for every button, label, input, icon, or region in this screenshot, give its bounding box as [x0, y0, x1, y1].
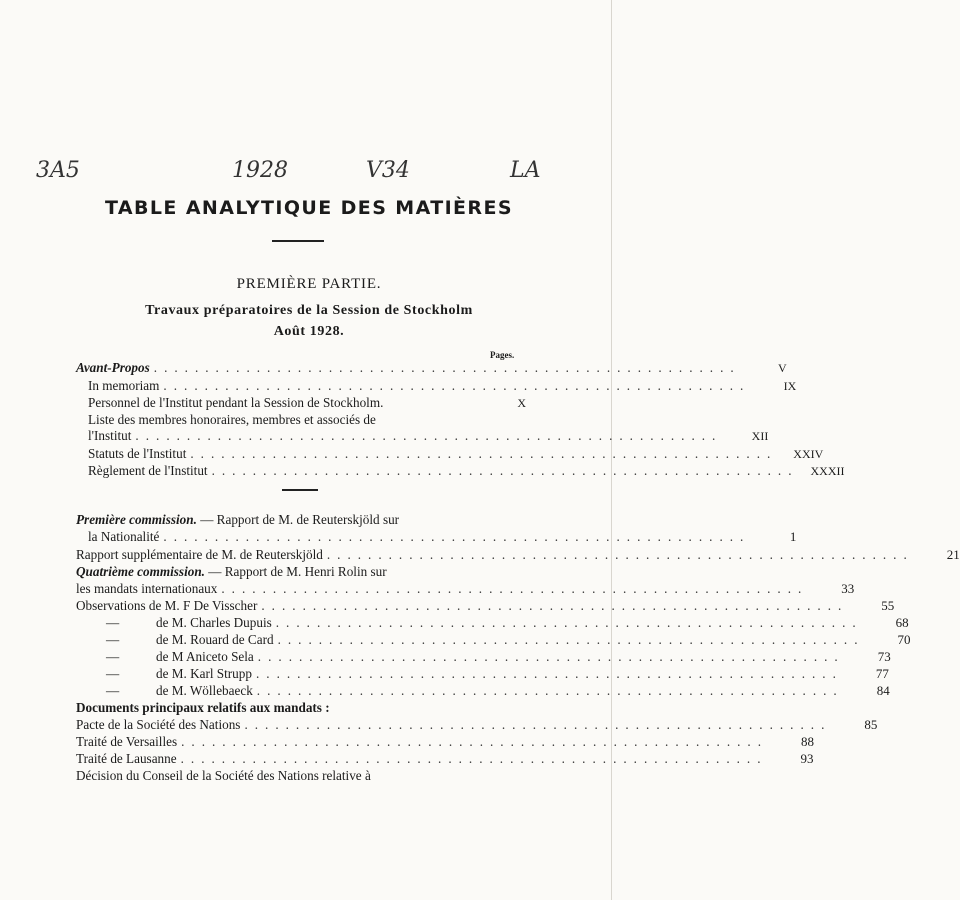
toc-entry[interactable]: Statuts de l'Institut ......................................................... XXIV	[88, 446, 824, 461]
divider	[282, 489, 318, 491]
toc-entry-continuation[interactable]: les mandats internationaux ......................................................... 33	[76, 581, 855, 596]
handwritten-year: 1928	[232, 158, 288, 183]
handwritten-mark: LA	[510, 158, 541, 183]
part-heading: PREMIÈRE PARTIE.	[236, 276, 382, 292]
toc-entry[interactable]: In memoriam ......................................................... IX	[88, 378, 797, 393]
toc-entry[interactable]: — de M Aniceto Sela ......................................................... 73	[106, 649, 891, 664]
divider	[272, 240, 324, 242]
toc-entry[interactable]: — de M. Karl Strupp ......................................................... 77	[106, 666, 889, 681]
page-title: TABLE ANALYTIQUE DES MATIÈRES	[105, 197, 513, 219]
toc-entry[interactable]: — de M. Wöllebaeck ......................................................... 84	[106, 683, 890, 698]
toc-entry[interactable]: — de M. Rouard de Card ......................................................... 70	[106, 632, 911, 647]
toc-entry-line[interactable]: Décision du Conseil de la Société des Nations relative à	[76, 768, 371, 783]
section-date: Août 1928.	[273, 324, 345, 339]
toc-entry[interactable]: Rapport supplémentaire de M. de Reuterskjöld ......................................................... 21	[76, 547, 960, 562]
toc-entry-line[interactable]: Quatrième commission. — Rapport de M. Henri Rolin sur	[76, 564, 387, 579]
toc-entry[interactable]: Observations de M. F De Visscher ......................................................... 55	[76, 598, 895, 613]
toc-entry-line[interactable]: Liste des membres honoraires, membres et associés de	[88, 412, 376, 427]
toc-entry[interactable]: Pacte de la Société des Nations ......................................................... 85	[76, 717, 878, 732]
toc-heading: Documents principaux relatifs aux mandats :	[76, 700, 330, 715]
toc-entry-continuation[interactable]: l'Institut ......................................................... XII	[88, 428, 769, 443]
toc-entry[interactable]: Avant-Propos ......................................................... V	[76, 360, 787, 375]
toc-entry-continuation[interactable]: la Nationalité ......................................................... 1	[88, 529, 797, 544]
toc-entry[interactable]: Traité de Versailles ......................................................... 88	[76, 734, 815, 749]
toc-entry[interactable]: Règlement de l'Institut ......................................................... XXXII	[88, 463, 845, 478]
pages-column-label: Pages.	[490, 350, 515, 360]
section-subtitle: Travaux préparatoires de la Session de Stockholm	[145, 303, 473, 318]
toc-entry[interactable]: Personnel de l'Institut pendant la Session de Stockholm. X	[88, 395, 526, 410]
handwritten-note: 3A5	[36, 158, 80, 183]
toc-entry[interactable]: Traité de Lausanne ......................................................... 93	[76, 751, 814, 766]
handwritten-volume: V34	[366, 158, 410, 183]
toc-entry[interactable]: — de M. Charles Dupuis ......................................................... 68	[106, 615, 909, 630]
toc-entry-line[interactable]: Première commission. — Rapport de M. de Reuterskjöld sur	[76, 512, 400, 527]
